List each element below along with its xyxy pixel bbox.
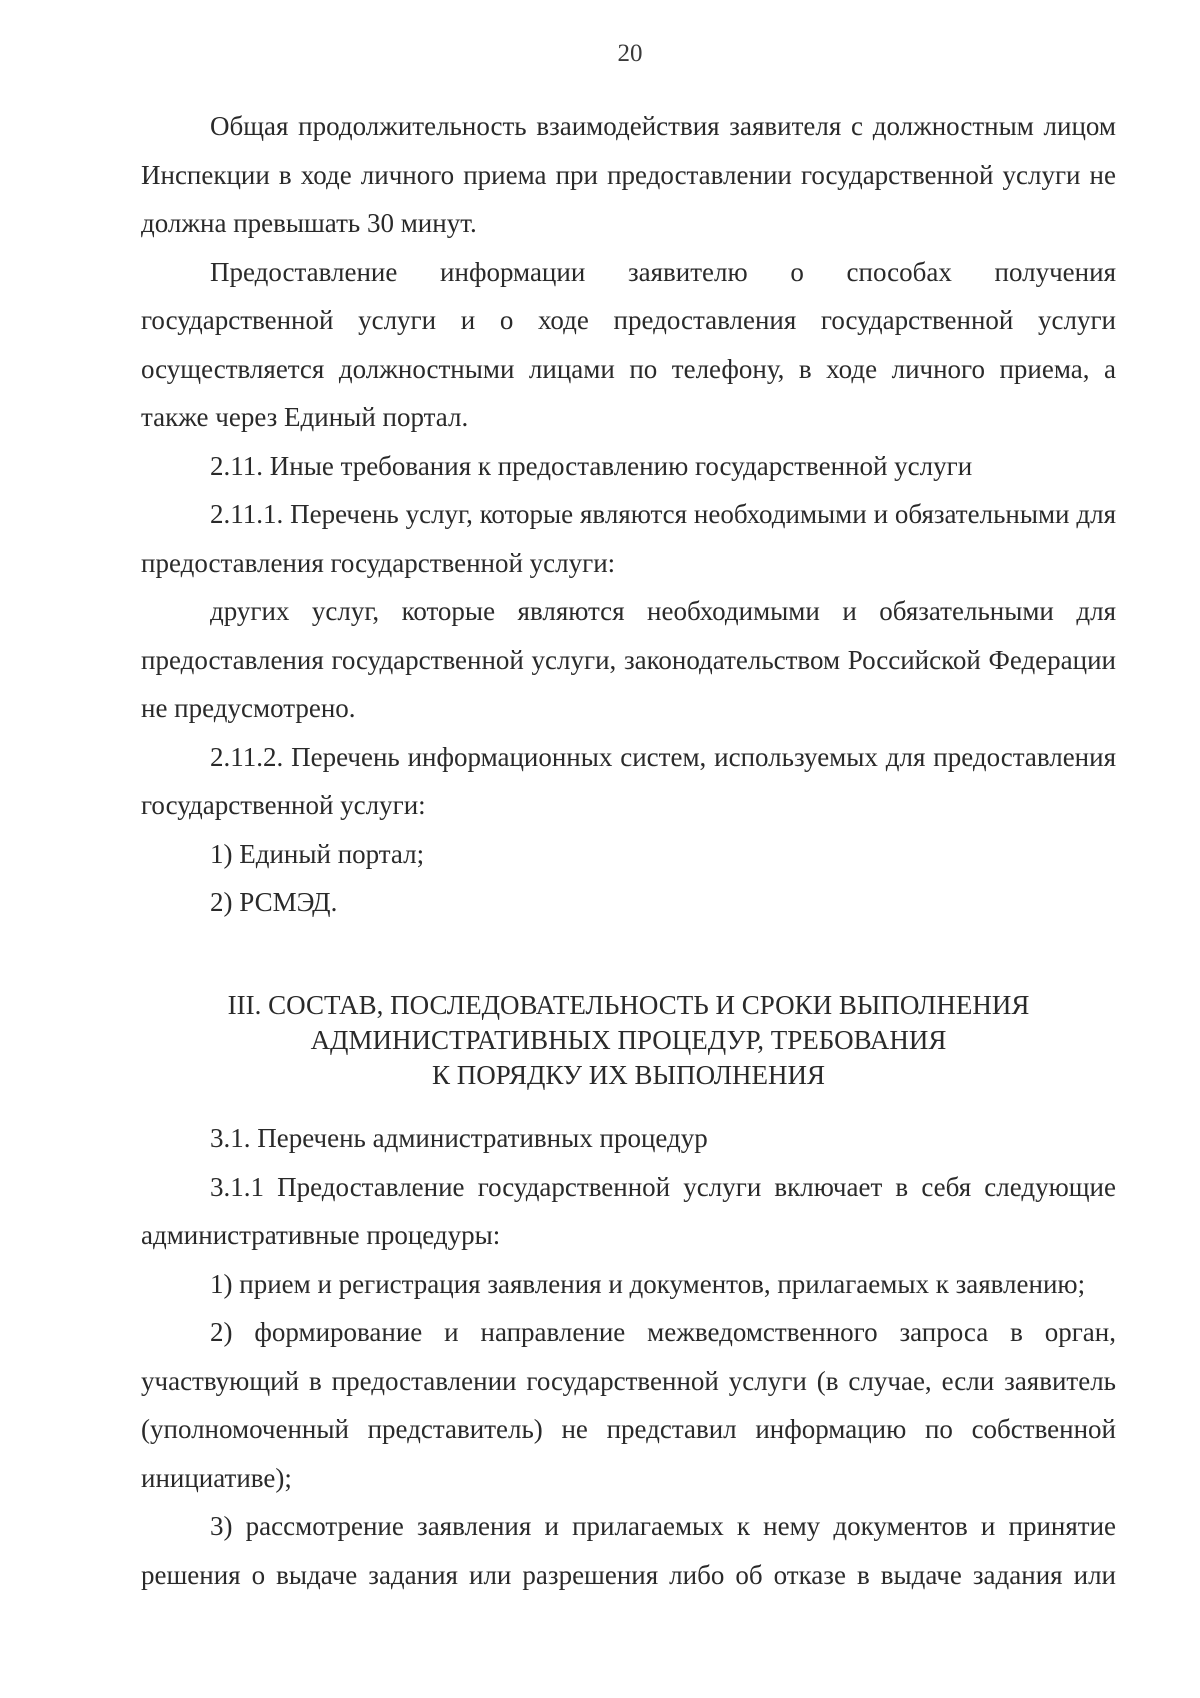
list-item-procedure-2: 2) формирование и направление межведомственного запроса в орган, участвующий в предоставлении государственной услуги (в случае, если заявитель (уполномоченный представитель) не представил информацию по собственной инициативе); [141, 1317, 1116, 1493]
section-heading-line-1: III. СОСТАВ, ПОСЛЕДОВАТЕЛЬНОСТЬ И СРОКИ ВЫПОЛНЕНИЯ [227, 990, 1030, 1020]
section-heading-line-3: К ПОРЯДКУ ИХ ВЫПОЛНЕНИЯ [431, 1060, 826, 1090]
body-text-bottom [141, 1114, 1116, 1599]
list-item-procedure-3: 3) рассмотрение заявления и прилагаемых к нему документов и принятие решения о выдаче задания или разрешения либо об отказе в выдаче задания или [141, 1511, 1116, 1590]
paragraph-section-2-11-1: 2.11.1. Перечень услуг, которые являются необходимыми и обязательными для предоставления государственной услуги: [141, 499, 1116, 578]
list-item-unified-portal: 1) Единый портал; [210, 838, 425, 869]
list-item-procedure-1: 1) прием и регистрация заявления и документов, прилагаемых к заявлению; [210, 1268, 1086, 1299]
paragraph-information-provision: Предоставление информации заявителю о способах получения государственной услуги и о ходе предоставления государственной услуги осуществляется должностными лицами по телефону, в ходе личного приема, а также через Единый портал. [141, 256, 1116, 432]
body-text-top [141, 102, 1116, 927]
page-number: 20 [617, 40, 643, 67]
paragraph-section-3-1-1: 3.1.1 Предоставление государственной услуги включает в себя следующие административные процедуры: [141, 1171, 1116, 1250]
list-item-rsmed: 2) РСМЭД. [210, 887, 338, 917]
paragraph-other-services: других услуг, которые являются необходимыми и обязательными для предоставления государственной услуги, законодательством Российской Федерации не предусмотрено. [141, 596, 1116, 723]
section-heading [141, 988, 1116, 1093]
section-heading-line-2: АДМИНИСТРАТИВНЫХ ПРОЦЕДУР, ТРЕБОВАНИЯ [310, 1025, 947, 1055]
paragraph-interaction-duration: Общая продолжительность взаимодействия заявителя с должностным лицом Инспекции в ходе личного приема при предоставлении государственной услуги не должна превышать 30 минут. [141, 111, 1116, 238]
paragraph-section-3-1: 3.1. Перечень административных процедур [210, 1123, 708, 1153]
paragraph-section-2-11: 2.11. Иные требования к предоставлению государственной услуги [210, 450, 973, 481]
paragraph-section-2-11-2: 2.11.2. Перечень информационных систем, используемых для предоставления государственной услуги: [141, 741, 1116, 820]
